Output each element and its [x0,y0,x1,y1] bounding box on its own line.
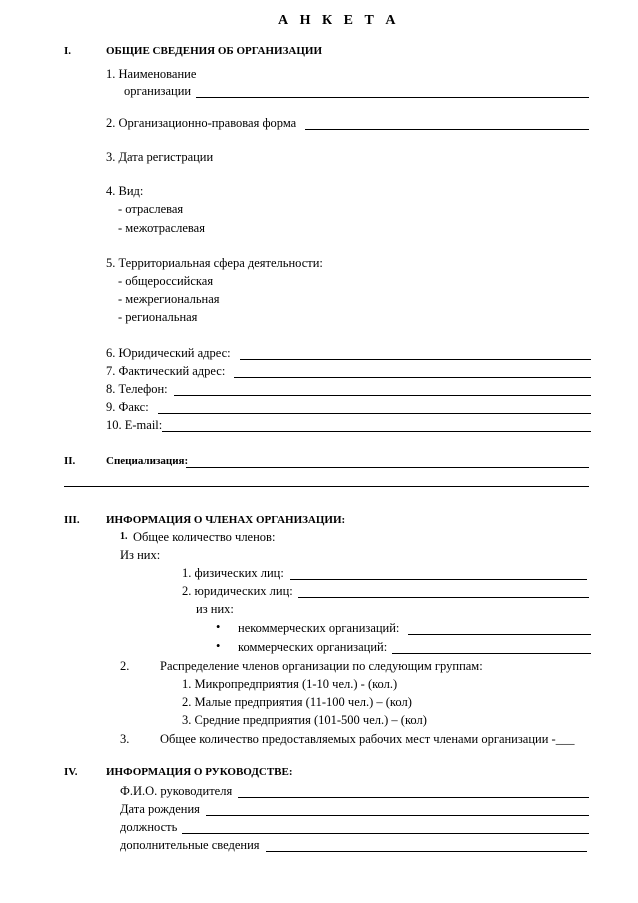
scope-option-regional[interactable]: - региональная [118,310,198,324]
type-option-sectoral[interactable]: - отраслевая [118,202,184,216]
director-name-label: Ф.И.О. руководителя [120,784,233,798]
commercial-label: коммерческих организаций: [238,640,388,654]
section-2-number: II. [64,455,76,467]
noncommercial-field[interactable] [408,634,591,635]
legal-entities-label: 2. юридических лиц: [182,584,293,598]
distribution-number: 2. [120,659,130,673]
section-4-number: IV. [64,766,78,778]
physical-persons-label: 1. физических лиц: [182,566,284,580]
type-option-intersectoral[interactable]: - межотраслевая [118,221,205,235]
bullet-icon: • [216,639,221,653]
group-medium: 3. Средние предприятия (101-500 чел.) – (кол) [182,713,427,727]
item-9-label: 9. Факс: [106,400,149,414]
position-label: должность [120,820,178,834]
position-field[interactable] [182,833,589,834]
legal-form-field[interactable] [305,129,589,130]
jobs-label: Общее количество предоставляемых рабочих мест членами организации -___ [160,732,575,746]
item-1-label-cont: организации [124,84,192,98]
director-name-field[interactable] [238,797,589,798]
section-1-heading: ОБЩИЕ СВЕДЕНИЯ ОБ ОРГАНИЗАЦИИ [106,45,323,57]
section-3-number: III. [64,514,80,526]
total-members-number: 1. [120,531,128,542]
noncommercial-label: некоммерческих организаций: [238,621,400,635]
item-5-label: 5. Территориальная сфера деятельности: [106,256,323,270]
of-them-label-2: из них: [196,602,234,616]
jobs-number: 3. [120,732,130,746]
group-micro: 1. Микропредприятия (1-10 чел.) - (кол.) [182,677,398,691]
physical-persons-field[interactable] [290,579,587,580]
specialization-field-cont[interactable] [64,486,589,487]
item-8-label: 8. Телефон: [106,382,168,396]
item-2-label: 2. Организационно-правовая форма [106,116,297,130]
total-members-label: Общее количество членов: [133,530,276,544]
scope-option-national[interactable]: - общероссийская [118,274,214,288]
item-3-label: 3. Дата регистрации [106,150,214,164]
commercial-field[interactable] [392,653,591,654]
section-2-heading: Специализация: [106,455,189,467]
form-title: А Н К Е Т А [278,13,400,28]
phone-field[interactable] [174,395,591,396]
item-4-label: 4. Вид: [106,184,144,198]
of-them-label: Из них: [120,548,161,562]
item-7-label: 7. Фактический адрес: [106,364,226,378]
item-10-label: 10. E-mail: [106,418,163,432]
birth-date-label: Дата рождения [120,802,200,816]
item-1-label: 1. Наименование [106,67,197,81]
org-name-field[interactable] [196,97,589,98]
actual-address-field[interactable] [234,377,591,378]
legal-address-field[interactable] [240,359,591,360]
item-6-label: 6. Юридический адрес: [106,346,231,360]
section-3-heading: ИНФОРМАЦИЯ О ЧЛЕНАХ ОРГАНИЗАЦИИ: [106,514,346,526]
bullet-icon: • [216,620,221,634]
additional-info-field[interactable] [266,851,587,852]
fax-field[interactable] [158,413,591,414]
specialization-field[interactable] [186,467,589,468]
group-small: 2. Малые предприятия (11-100 чел.) – (кол) [182,695,412,709]
additional-info-label: дополнительные сведения [120,838,260,852]
email-field[interactable] [162,431,591,432]
section-1-number: I. [64,45,72,57]
distribution-label: Распределение членов организации по следующим группам: [160,659,483,673]
legal-entities-field[interactable] [298,597,589,598]
birth-date-field[interactable] [206,815,589,816]
scope-option-interregional[interactable]: - межрегиональная [118,292,220,306]
section-4-heading: ИНФОРМАЦИЯ О РУКОВОДСТВЕ: [106,766,293,778]
